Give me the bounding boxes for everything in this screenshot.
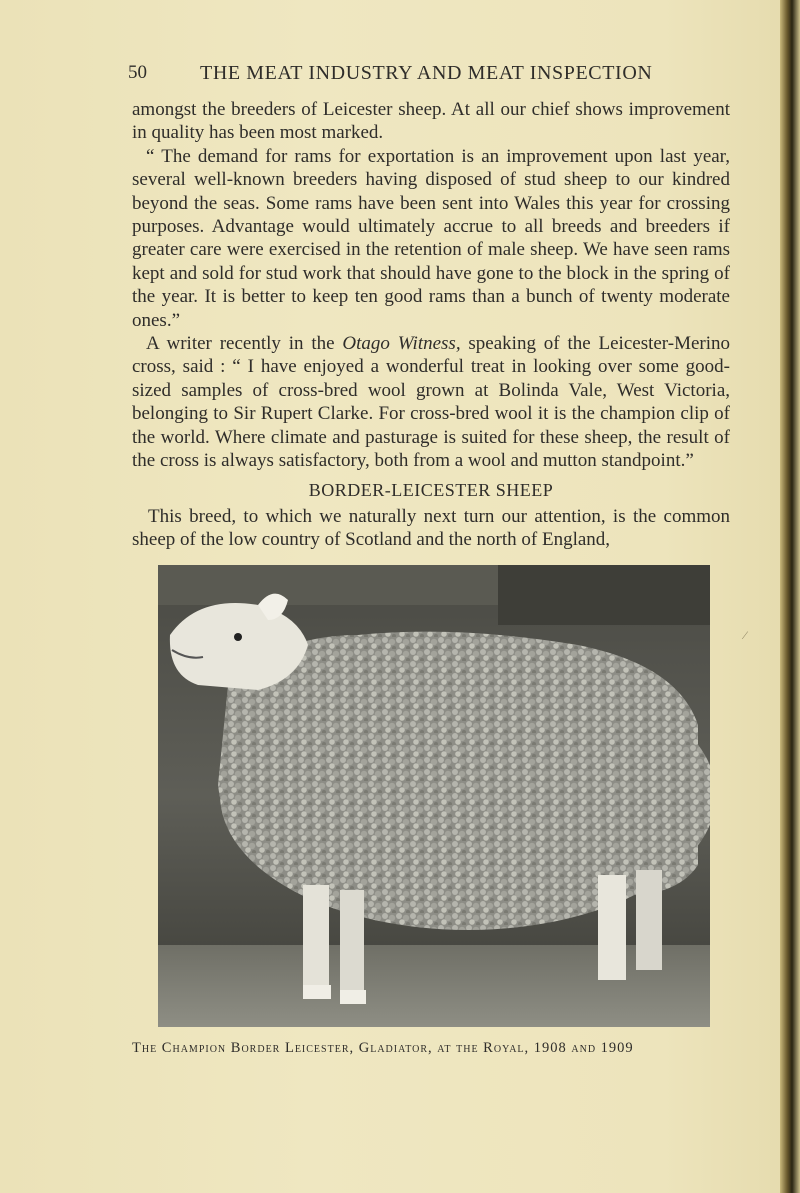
margin-mark: ⁄ <box>743 628 746 642</box>
sheep-illustration <box>158 565 710 1027</box>
running-title: THE MEAT INDUSTRY AND MEAT INSPECTION <box>200 62 653 84</box>
otago-witness-title: Otago Witness, <box>342 333 461 355</box>
figure-caption: The Champion Border Leicester, Gladiator, at the Royal, 1908 and 1909 <box>132 1040 634 1056</box>
section-paragraph: This breed, to which we naturally next turn our attention, is the common sheep of the low country of Scotland and the north of England, <box>132 506 730 551</box>
page-binding-edge <box>780 0 800 1193</box>
paragraph-quote-rams: “ The demand for rams for exportation is an improvement upon last year, several well-known breeders having disposed of stud sheep to our kindred beyond the seas. Some rams have been sent into Wales this year for crossing purposes. Advantage would ultimately accrue to all breeds and breeders if greater care were exercised in the retention of male sheep. We have seen rams kept and sold for stud work that should have gone to the block in the spring of the year. It is better to keep ten good rams than a bunch of twenty moderate ones.” <box>132 145 730 331</box>
section-heading: BORDER-LEICESTER SHEEP <box>308 480 554 500</box>
section-body <box>132 505 730 552</box>
sheep-photograph <box>158 565 710 1027</box>
paragraph-continued: amongst the breeders of Leicester sheep. At all our chief shows improvement in quality has been most marked. <box>132 99 730 144</box>
body-text <box>132 98 730 473</box>
otago-text-after: speaking of the Leicester-Merino cross, said : “ I have enjoyed a wonderful treat in looking over some good-sized samples of cross-bred wool grown at Bolinda Vale, West Victoria, belonging to Sir Rupert Clarke. For cross-bred wool it is the champion clip of the world. Where climate and pasturage is suited for these sheep, the result of the cross is always satisfactory, both from a wool and mutton standpoint.” <box>132 333 731 472</box>
otago-text-before: A writer recently in the <box>146 333 343 355</box>
page-number: 50 <box>128 62 147 83</box>
page-header <box>128 62 728 88</box>
paragraph-otago <box>132 332 730 472</box>
